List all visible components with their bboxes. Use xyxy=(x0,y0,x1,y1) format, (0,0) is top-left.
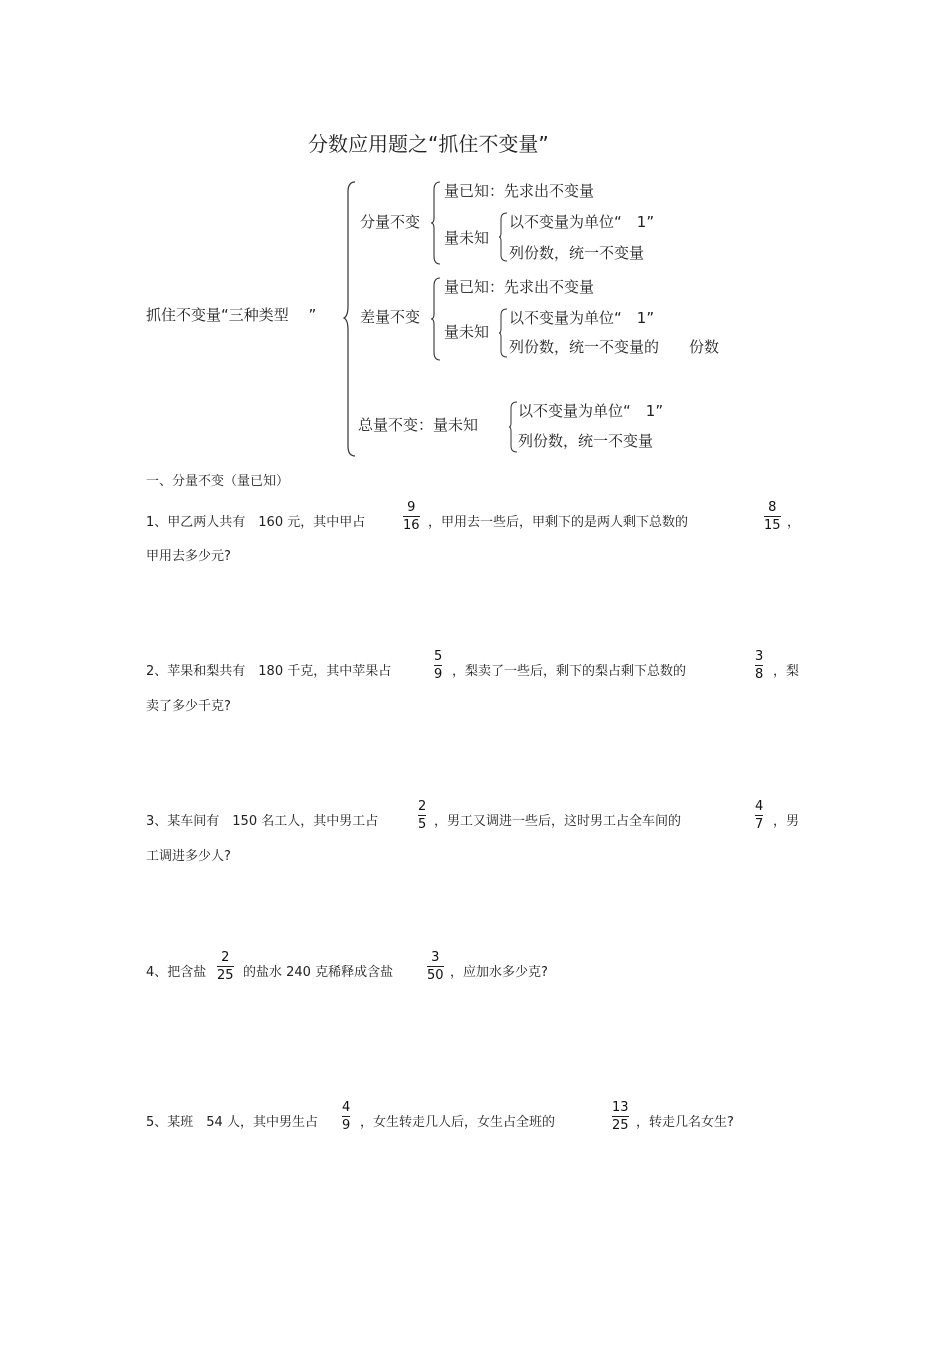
branch-2-sub-brace xyxy=(498,307,508,359)
fraction xyxy=(217,950,234,983)
branch-2-line2: 列份数，统一不变量的 份数 xyxy=(509,338,720,356)
denominator: 50 xyxy=(427,968,444,983)
numerator: 4 xyxy=(342,1100,351,1115)
problem-text: ， xyxy=(787,515,801,530)
main-brace xyxy=(343,180,357,458)
branch-2-known: 量已知：先求出不变量 xyxy=(444,278,595,296)
problem-text: 5、某班 54 人，其中男生占 xyxy=(146,1115,318,1130)
branch-3-brace xyxy=(508,400,518,454)
fraction xyxy=(403,500,420,533)
numerator: 3 xyxy=(755,649,764,664)
page-title: 分数应用题之“抓住不变量” xyxy=(308,132,549,156)
numerator: 3 xyxy=(431,950,440,965)
fraction xyxy=(755,649,763,682)
denominator: 15 xyxy=(764,518,781,533)
branch-1-unknown: 量未知 xyxy=(444,229,490,247)
branch-2-brace xyxy=(430,276,442,362)
fraction xyxy=(755,799,763,832)
numerator: 13 xyxy=(612,1100,629,1115)
branch-3-label: 总量不变：量未知 xyxy=(358,416,479,434)
numerator: 4 xyxy=(755,799,764,814)
denominator: 25 xyxy=(217,968,234,983)
branch-3-line1: 以不变量为单位“ 1” xyxy=(518,402,664,420)
problem-text: 4、把含盐 xyxy=(146,965,207,980)
section-heading: 一、分量不变（量已知） xyxy=(146,474,290,489)
problem-text: ，甲用去一些后，甲剩下的是两人剩下总数的 xyxy=(428,515,689,530)
denominator: 25 xyxy=(612,1118,629,1133)
denominator: 9 xyxy=(342,1118,351,1133)
branch-1-line2: 列份数，统一不变量 xyxy=(509,244,645,262)
branch-2-label: 差量不变 xyxy=(360,308,421,326)
problem-text: ，梨 xyxy=(773,664,800,679)
fraction xyxy=(612,1100,629,1133)
branch-2-line1: 以不变量为单位“ 1” xyxy=(509,309,655,327)
branch-1-brace xyxy=(430,180,442,266)
problem-question: 卖了多少千克? xyxy=(146,699,231,714)
denominator: 16 xyxy=(403,518,420,533)
numerator: 2 xyxy=(221,950,230,965)
fraction xyxy=(434,649,442,682)
branch-1-known: 量已知：先求出不变量 xyxy=(444,182,595,200)
fraction xyxy=(342,1100,350,1133)
fraction xyxy=(418,799,426,832)
branch-1-sub-brace xyxy=(498,211,508,263)
denominator: 5 xyxy=(418,817,427,832)
branch-2-unknown: 量未知 xyxy=(444,323,490,341)
problem-text: 的盐水 240 克稀释成含盐 xyxy=(243,965,394,980)
numerator: 5 xyxy=(434,649,443,664)
problem-text: ，转走几名女生? xyxy=(636,1115,734,1130)
fraction xyxy=(427,950,444,983)
problem-question: 甲用去多少元? xyxy=(146,549,231,564)
branch-1-label: 分量不变 xyxy=(360,213,421,231)
problem-text: ，应加水多少克? xyxy=(450,965,548,980)
numerator: 8 xyxy=(768,500,777,515)
problem-text: ，女生转走几人后，女生占全班的 xyxy=(360,1115,556,1130)
denominator: 7 xyxy=(755,817,764,832)
problem-text: 1、甲乙两人共有 160 元，其中甲占 xyxy=(146,515,366,530)
fraction xyxy=(764,500,781,533)
branch-3-line2: 列份数，统一不变量 xyxy=(518,432,654,450)
problem-question: 工调进多少人? xyxy=(146,849,231,864)
problem-text: 3、某车间有 150 名工人，其中男工占 xyxy=(146,814,379,829)
denominator: 8 xyxy=(755,667,764,682)
tree-root: 抓住不变量“三种类型 ” xyxy=(146,306,317,324)
branch-1-line1: 以不变量为单位“ 1” xyxy=(509,213,655,231)
problem-text: ，男 xyxy=(773,814,800,829)
problem-text: 2、苹果和梨共有 180 千克，其中苹果占 xyxy=(146,664,392,679)
numerator: 2 xyxy=(418,799,427,814)
problem-text: ，男工又调进一些后，这时男工占全车间的 xyxy=(434,814,682,829)
numerator: 9 xyxy=(407,500,416,515)
problem-text: ，梨卖了一些后，剩下的梨占剩下总数的 xyxy=(452,664,687,679)
denominator: 9 xyxy=(434,667,443,682)
